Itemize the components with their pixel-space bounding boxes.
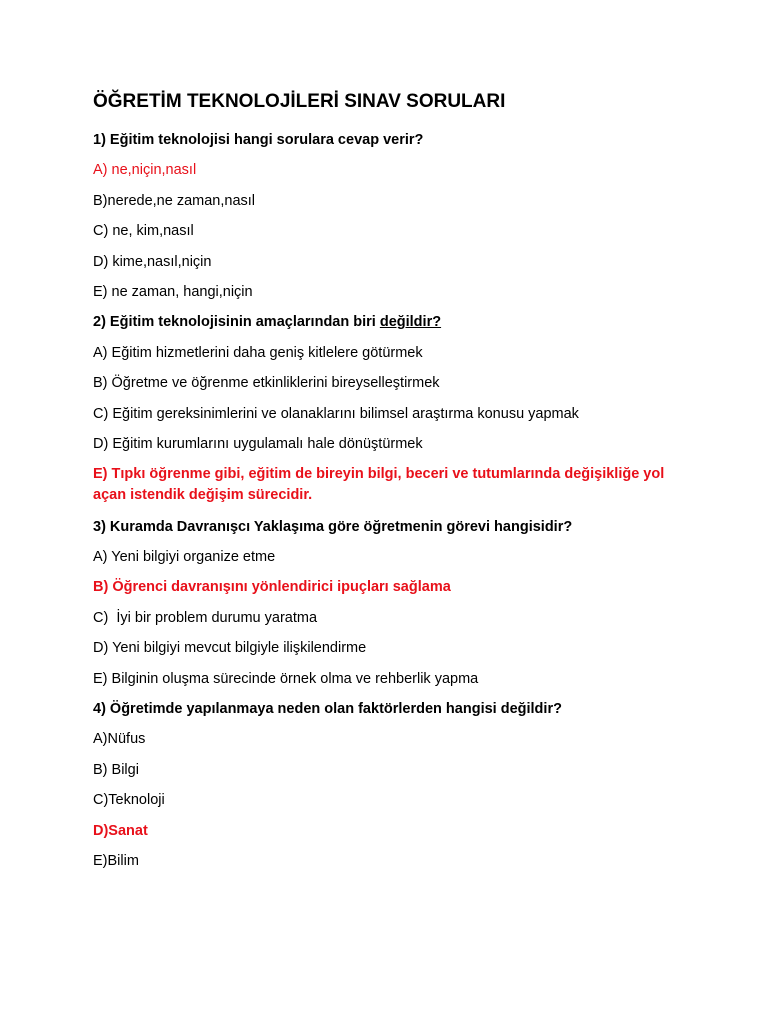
- q3-option-a: A) Yeni bilgiyi organize etme: [93, 549, 276, 566]
- document-page: [93, 90, 693, 881]
- question-2-text: 2) Eğitim teknolojisinin amaçlarından biri: [93, 314, 380, 331]
- q4-option-c: C)Teknoloji: [93, 792, 165, 809]
- q2-option-c: C) Eğitim gereksinimlerini ve olanaklarını bilimsel araştırma konusu yapmak: [93, 405, 579, 422]
- question-4: 4) Öğretimde yapılanmaya neden olan faktörlerden hangisi değildir?: [93, 701, 562, 718]
- question-2-emphasis: değildir?: [379, 314, 442, 331]
- q4-option-a: A)Nüfus: [93, 731, 146, 748]
- q1-option-e: E) ne zaman, hangi,niçin: [93, 283, 253, 300]
- q1-option-d: D) kime,nasıl,niçin: [93, 253, 212, 270]
- q1-option-b: B)nerede,ne zaman,nasıl: [93, 192, 256, 209]
- q4-option-d-correct: D)Sanat: [93, 822, 148, 839]
- q2-option-b: B) Öğretme ve öğrenme etkinliklerini bireyselleştirmek: [93, 375, 440, 392]
- q4-option-e: E)Bilim: [93, 852, 139, 869]
- question-2: [93, 312, 693, 332]
- q3-option-b-correct: B) Öğrenci davranışını yönlendirici ipuçları sağlama: [93, 579, 451, 596]
- q3-option-c: C) İyi bir problem durumu yaratma: [93, 609, 318, 626]
- q1-option-a-correct: A) ne,niçin,nasıl: [93, 162, 197, 179]
- q2-option-d: D) Eğitim kurumlarını uygulamalı hale dönüştürmek: [93, 435, 423, 452]
- q4-option-b: B) Bilgi: [93, 761, 139, 778]
- question-3: 3) Kuramda Davranışcı Yaklaşıma göre öğretmenin görevi hangisidir?: [93, 518, 573, 535]
- q2-option-e-correct: E) Tıpkı öğrenme gibi, eğitim de bireyin bilgi, beceri ve tutumlarında değişikliğe yol açan istendik değişim sürecidir.: [93, 466, 665, 504]
- q3-option-d: D) Yeni bilgiyi mevcut bilgiyle ilişkilendirme: [93, 640, 367, 657]
- q1-option-c: C) ne, kim,nasıl: [93, 223, 194, 240]
- question-1: 1) Eğitim teknolojisi hangi sorulara cevap verir?: [93, 132, 424, 148]
- q2-option-a: A) Eğitim hizmetlerini daha geniş kitlelere götürmek: [93, 344, 423, 361]
- q3-option-e: E) Bilginin oluşma sürecinde örnek olma ve rehberlik yapma: [93, 670, 479, 687]
- document-title: ÖĞRETİM TEKNOLOJİLERİ SINAV SORULARI: [93, 91, 506, 112]
